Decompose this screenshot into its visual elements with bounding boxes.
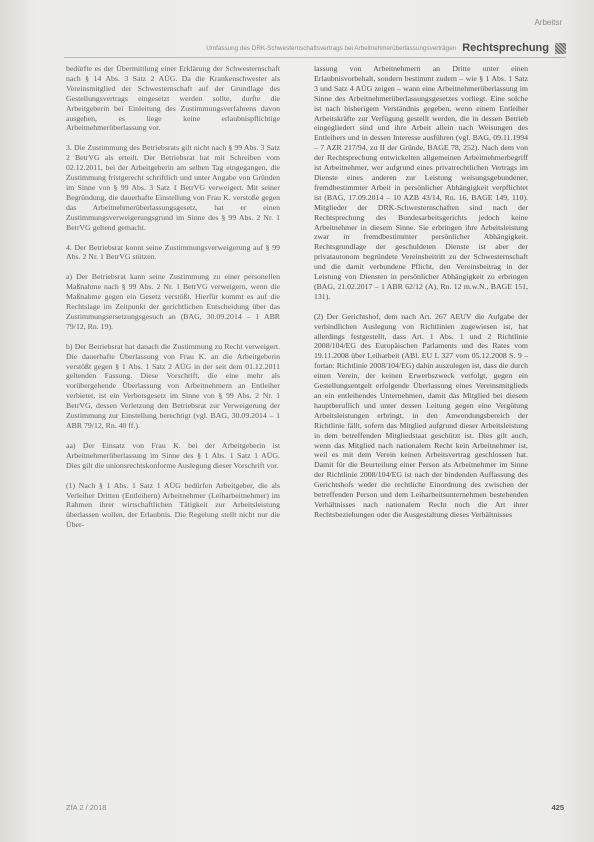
paragraph: lassung von Arbeitnehmern an Dritte unter einen Erlaubnisvorbehalt, sondern bestimmt zudem – wie § 1 Abs. 1 Satz 3 und Satz 4 AÜG zeigen – wann eine Arbeitnehmerüberlassung im Sinne des Arbeitnehmerüberlassungsgesetzes vorliegt. Eine solche ist nach bisherigem Verständnis gegeben, wenn einem Entleiher Arbeitskräfte zur Verfügung gestellt werden, die in dessen Betrieb eingegliedert sind und ihre Arbeit allein nach Weisungen des Entleihers und in dessen Interesse ausführen (vgl. BAG, 09.11.1994 – 7 AZR 217/94, zu II der Gründe, BAGE 78, 252). Nach dem von der Rechtsprechung entwickelten allgemeinen Arbeitnehmerbegriff ist Arbeitnehmer, wer aufgrund eines privatrechtlichen Vertrags im Dienste eines anderen zur Leistung weisungsgebundener, fremdbestimmter Arbeit in persönlicher Abhängigkeit verpflichtet ist (BAG, 17.09.2014 – 10 AZB 43/14, Rn. 16, BAGE 149, 110). Mitglieder der DRK-Schwesternschaften sind nach der Rechtsprechung des Bundesarbeitsgerichts jedoch keine Arbeitnehmer in diesem Sinne. Sie erbringen ihre Arbeitsleistung zwar in fremdbestimmter persönlicher Abhängigkeit. Rechtsgrundlage der geschuldeten Dienste ist aber der privatautonom begründete Vereinsbeitritt zu der Schwesternschaft und die damit verbundene Pflicht, den Vereinsbeitrag in der Leistung von Diensten in persönlicher Abhängigkeit zu erbringen (BAG, 21.02.2017 – 1 ABR 62/12 (A), Rn. 12 m.w.N., BAGE 151, 131). — [314, 64, 528, 301]
paragraph: 3. Die Zustimmung des Betriebsrats gilt nicht nach § 99 Abs. 3 Satz 2 BetrVG als erteilt. Der Betriebsrat hat mit Schreiben vom 02.12.2011, bei der Arbeitgeberin am selben Tag eingegangen, die Zustimmung fristgerecht schriftlich und unter Angabe von Gründen im Sinne von § 99 Abs. 3 Satz 1 BetrVG verweigert. Mit seiner Begründung, die dauerhafte Einstellung von Frau K. verstoße gegen das Arbeitnehmerüberlassungsgesetz, hat er einen Zustimmungsverweigerungsgrund im Sinne des § 99 Abs. 2 Nr. 1 BetrVG geltend gemacht. — [66, 143, 280, 232]
section-square-icon — [555, 43, 566, 54]
paragraph: b) Der Betriebsrat hat danach die Zustimmung zu Recht verweigert. Die dauerhafte Überlassung von Frau K. an die Arbeitgeberin verstößt gegen § 1 Abs. 1 Satz 2 AÜG in der seit dem 01.12.2011 geltenden Fassung. Diese Vorschrift, die eine mehr als vorübergehende Überlassung von Arbeitnehmern an Entleiher verbietet, ist ein Verbotsgesetz im Sinne von § 99 Abs. 2 Nr. 1 BetrVG, dessen Verletzung den Betriebsrat zur Verweigerung der Zustimmung zur Einstellung berechtigt (vgl. BAG, 30.09.2014 – 1 ABR 79/12, Rn. 40 ff.). — [66, 341, 280, 430]
page-footer — [66, 802, 564, 812]
page-number: 425 — [551, 802, 564, 812]
paragraph: (2) Der Gerichtshof, dem nach Art. 267 AEUV die Aufgabe der verbindlichen Auslegung von Richtlinien zugewiesen ist, hat allerdings festgestellt, dass Art. 1 Abs. 1 und 2 Richtlinie 2008/104/EG des Europäischen Parlaments und des Rates vom 19.11.2008 über Leiharbeit (ABl. EU L 327 vom 05.12.2008 S. 9 – fortan: Richtlinie 2008/104/EG) dahin auszulegen ist, dass die durch einen Verein, der keinen Erwerbszweck verfolgt, gegen ein Gestellungsentgelt erfolgende Überlassung eines Vereinsmitglieds an ein entleihendes Unternehmen, damit das Mitglied bei diesem hauptberuflich und unter dessen Leitung gegen eine Vergütung Arbeitsleistungen erbringt, in den Anwendungsbereich der Richtlinie fällt, sofern das Mitglied aufgrund dieser Arbeitsleistung in dem betreffenden Mitgliedstaat geschützt ist. Dies gilt auch, wenn das Mitglied nach nationalem Recht kein Arbeitnehmer ist, weil es mit dem Verein keinen Arbeitsvertrag geschlossen hat. Damit für die Beurteilung einer Person als Arbeitnehmer im Sinne der Richtlinie 2008/104/EG ist nach der bindenden Auffassung des Gerichtshofs weder die rechtliche Einordnung des zwischen der betreffenden Person und dem Leiharbeitsunternehmen bestehenden Verhältnisses nach nationalem Recht noch die Art ihrer Rechtsbeziehungen oder die Ausgestaltung dieses Verhältnisses — [314, 311, 528, 519]
paragraph: a) Der Betriebsrat kann seine Zustimmung zu einer personellen Maßnahme nach § 99 Abs. 2 Nr. 1 BetrVG verweigern, wenn die Maßnahme gegen ein Gesetz verstößt. Hierfür kommt es auf die Rechtslage im Zeitpunkt der gerichtlichen Entscheidung über das Zustimmungsersetzungsgesuch an (BAG, 30.09.2014 – 1 ABR 79/12, Rn. 19). — [66, 272, 280, 331]
header-rule — [64, 57, 566, 58]
paragraph: 4. Der Betriebsrat konnt seine Zustimmungsverweigerung auf § 99 Abs. 2 Nr. 1 BetrVG stützen. — [66, 242, 280, 262]
section-tag: Arbeitsr — [534, 18, 562, 27]
paragraph: (1) Nach § 1 Abs. 1 Satz 1 AÜG bedürfen Arbeitgeber, die als Verleiher Dritten (Entleihern) Arbeitnehmer (Leiharbeitnehmer) im Rahmen ihrer wirtschaftlichen Tätigkeit zur Arbeitsleistung überlassen wollen, der Erlaubnis. Die Regelung stellt nicht nur die Über- — [66, 480, 280, 530]
paragraph: bedürfte es der Übermittlung einer Erklärung der Schwesternschaft nach § 14 Abs. 3 Satz 2 AÜG. Da die Krankenschwester als Vereinsmitglied der Schwesternschaft auf der Grundlage des Gestellungsvertrags eingesetzt werden sollte, durfte die Arbeitgeberin bei Einleitung des Zustimmungsverfahrens davon ausgehen, es liege keine erlaubnispflichtige Arbeitnehmerüberlassung vor. — [66, 64, 280, 133]
right-column — [314, 64, 528, 520]
running-header — [64, 40, 566, 56]
running-header-subtitle: Umfassung des DRK-Schwesternschaftsvertrags bei Arbeitnehmerüberlassungsverträgen — [206, 44, 457, 52]
journal-label: ZfA 2 / 2018 — [66, 802, 107, 812]
running-header-title: Rechtsprechung — [462, 42, 549, 54]
paragraph: aa) Der Einsatz von Frau K. bei der Arbeitgeberin ist Arbeitnehmerüberlassung im Sinne des § 1 Abs. 1 Satz 1 AÜG. Dies gilt die unionsrechtskonforme Auslegung dieser Vorschrift vor. — [66, 440, 280, 470]
left-column — [66, 64, 280, 530]
